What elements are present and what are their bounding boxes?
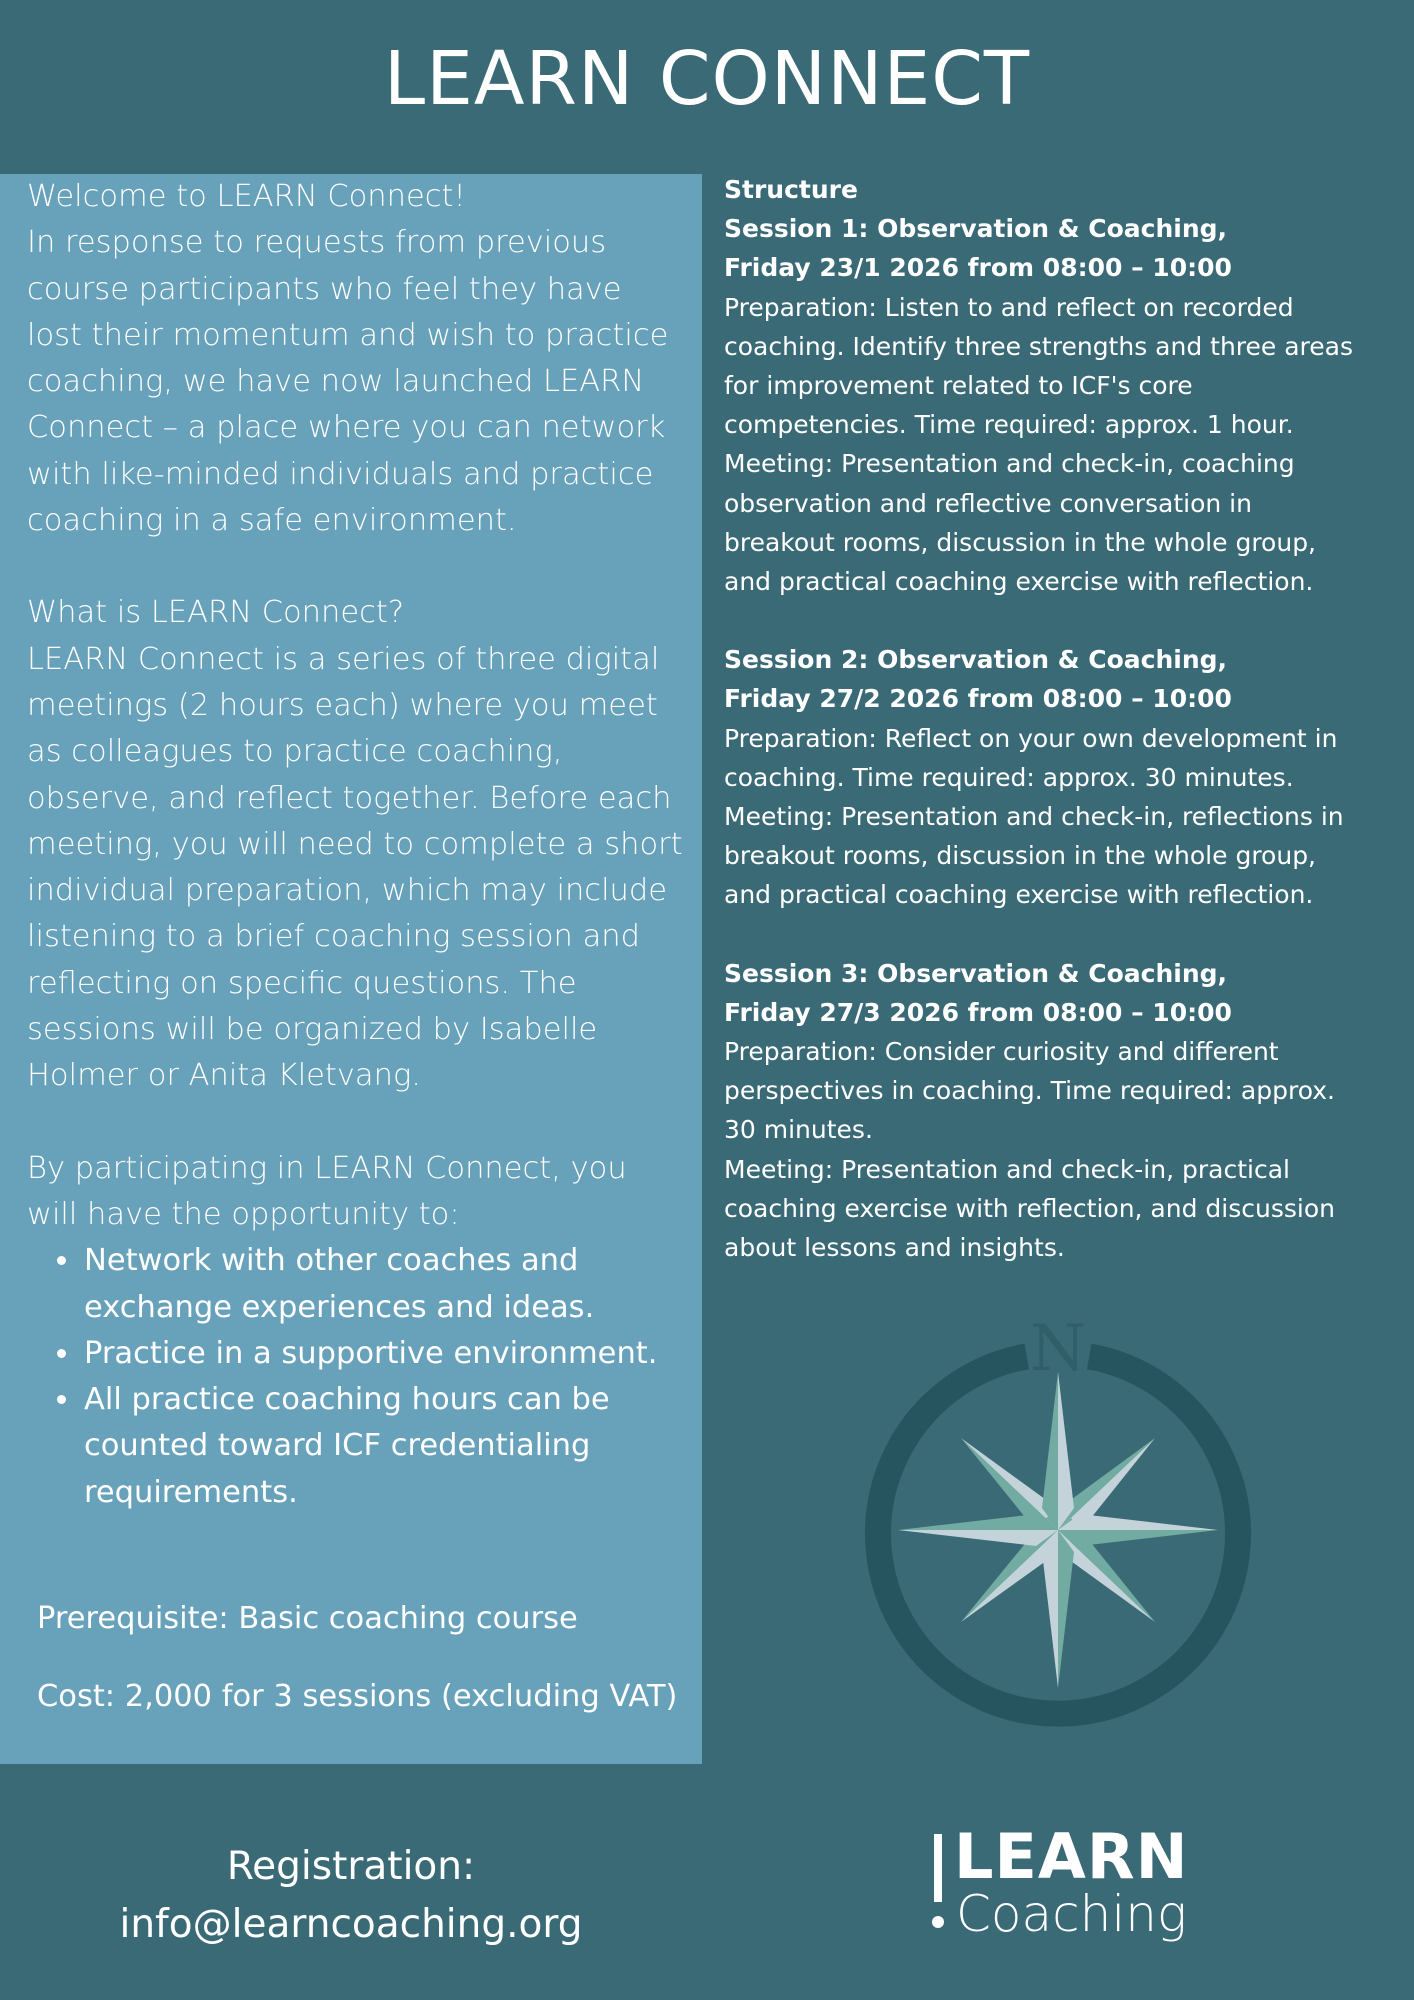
session-3-line: coaching exercise with reflection, and discussion [724,1193,1335,1223]
what-text: LEARN Connect is a series of three digital meetings (2 hours each) where you meet as colleagues to practice coaching, observe, and reflect together. Before each meeting, you will need to complete a short individual preparation, which may include listening to a brief coaching session and reflecting on specific questions. The sessions will be organized by Isabelle Holmer or Anita Kletvang. [27,641,683,1094]
what-heading: What is LEARN Connect? [27,595,405,631]
logo-line-coaching: Coaching [956,1885,1187,1943]
session-1-line: breakout rooms, discussion in the whole group, [724,527,1317,557]
compass-star [898,1372,1218,1688]
welcome-heading: Welcome to LEARN Connect! [27,179,466,214]
logo-exclamation-dot [932,1916,944,1928]
session-1-date: Friday 23/1 2026 from 08:00 – 10:00 [724,253,1232,283]
session-1-line: for improvement related to ICF's core [724,371,1193,401]
session-1-line: observation and reflective conversation in [724,488,1252,518]
list-item: • All practice coaching hours can be counted toward ICF credentialing requirements. [82,1377,684,1516]
structure-heading: Structure [724,175,858,204]
prerequisite-text: Prerequisite: Basic coaching course [37,1601,578,1636]
session-1-title: Session 1: Observation & Coaching, [724,214,1228,244]
session-3-line: about lessons and insights. [724,1233,1065,1263]
session-3-line: Preparation: Consider curiosity and different [724,1037,1279,1067]
session-1-line: competencies. Time required: approx. 1 hour. [724,410,1294,440]
session-2-line: coaching. Time required: approx. 30 minutes. [724,762,1294,792]
list-item: • Practice in a supportive environment. [82,1331,684,1377]
session-1-line: coaching. Identify three strengths and three areas [724,331,1354,361]
cost-text: Cost: 2,000 for 3 sessions (excluding VAT) [37,1679,678,1714]
logo-exclamation-bar [934,1834,942,1902]
session-1-line: Preparation: Listen to and reflect on recorded [724,292,1294,322]
session-3-date: Friday 27/3 2026 from 08:00 – 10:00 [724,997,1232,1027]
intro-panel [0,174,702,1764]
learn-coaching-logo [928,1820,1189,1946]
registration-block [0,1838,702,1954]
session-2-line: Preparation: Reflect on your own development in [724,723,1338,753]
list-item: • Network with other coaches and exchange experiences and ideas. [82,1238,684,1331]
session-2-line: breakout rooms, discussion in the whole group, [724,841,1317,871]
session-3-title: Session 3: Observation & Coaching, [724,958,1228,988]
structure-section [724,170,1404,1267]
welcome-text: In response to requests from previous course participants who feel they have lost their momentum and wish to practice coaching, we have now launched LEARN Connect – a place where you can network with like-minded individuals and practice coaching in a safe environment. [27,225,669,539]
registration-label: Registration: [226,1844,476,1889]
session-2-title: Session 2: Observation & Coaching, [724,645,1228,675]
page-title: LEARN CONNECT [383,36,1031,122]
session-1-line: Meeting: Presentation and check-in, coaching [724,449,1295,479]
opportunity-list [27,1238,684,1516]
compass-north-label: N [1030,1312,1086,1386]
session-2-line: and practical coaching exercise with reflection. [724,880,1314,910]
registration-email-link[interactable]: info@learncoaching.org [119,1902,583,1947]
opportunity-intro: By participating in LEARN Connect, you will have the opportunity to: [27,1150,627,1232]
session-3-line: perspectives in coaching. Time required: approx. [724,1076,1335,1106]
compass-rose-icon [856,1298,1392,1728]
logo-line-learn: LEARN [954,1820,1189,1893]
session-1-line: and practical coaching exercise with reflection. [724,567,1314,597]
session-2-date: Friday 27/2 2026 from 08:00 – 10:00 [724,684,1232,714]
session-3-line: Meeting: Presentation and check-in, practical [724,1154,1290,1184]
session-2-line: Meeting: Presentation and check-in, reflections in [724,802,1344,832]
session-3-line: 30 minutes. [724,1115,873,1145]
